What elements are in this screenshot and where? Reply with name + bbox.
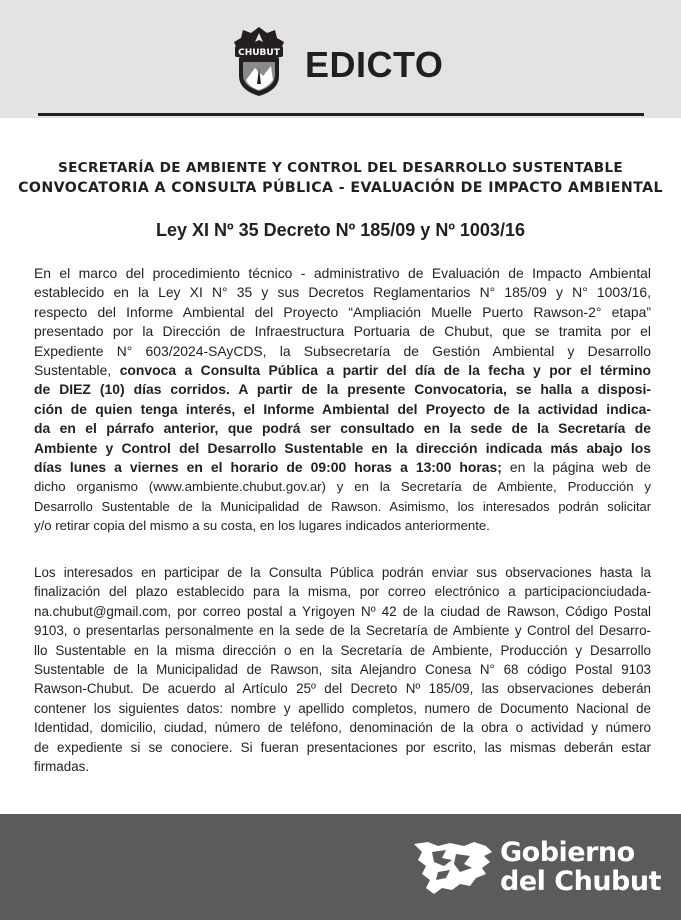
header-divider [38, 113, 644, 116]
text-line: y/o retirar copia del mismo a su costa, en los lugares indicados anteriormente. [34, 518, 490, 534]
paragraph-1 [34, 264, 651, 535]
text-line: dicho organismo (www.ambiente.chubut.gov.ar) y en la Secretaría de Ambiente, Producción y [34, 479, 651, 495]
text-line: Los interesados en participar de la Consulta Pública podrán enviar sus observaciones hasta la [34, 565, 651, 580]
text-line [34, 380, 651, 399]
secretaria-heading: SECRETARÍA DE AMBIENTE Y CONTROL DEL DESARROLLO SUSTENTABLE [58, 160, 623, 176]
text-line [34, 458, 651, 477]
text-line: finalización del plazo establecido para la misma, por correo electrónico a participacionciudada- [34, 584, 651, 600]
convocatoria-heading: CONVOCATORIA A CONSULTA PÚBLICA - EVALUACIÓN DE IMPACTO AMBIENTAL [18, 180, 663, 196]
text-line: Sustentable de la Municipalidad de Rawson, sita Alejandro Conesa N° 68 código Postal 9103 [34, 661, 651, 677]
text-line: Identidad, domicilio, ciudad, número de teléfono, denominación de la obra o actividad y número [34, 720, 651, 736]
bold-run: convoca a Consulta Pública a partir del día de la fecha y por el término [119, 361, 651, 378]
law-heading: Ley XI Nº 35 Decreto Nº 185/09 y Nº 1003/16 [156, 220, 525, 240]
text-line: llo Sustentable en la misma dirección o en la Secretaría de Ambiente, Producción y Desarrollo [34, 642, 651, 658]
text-line: presentado por la Dirección de Infraestructura Portuaria de Chubut, que se tramita por el [34, 323, 651, 340]
bold-run: da en el párrafo anterior, que podrá ser consultado en la sede de la Secretaría de [34, 420, 651, 437]
text-line: Rawson-Chubut. De acuerdo al Artículo 25º del Decreto Nº 185/09, las observaciones deberán [34, 681, 651, 697]
text-line: de expediente si se conociere. Si fueran presentaciones por escrito, las mismas deberán estar [34, 739, 651, 755]
logo-line-2: del Chubut [500, 866, 662, 897]
text-line: respecto del Informe Ambiental del Proyecto “Ampliación Muelle Puerto Rawson-2° etapa” [34, 303, 651, 320]
edicto-title: EDICTO [305, 44, 444, 85]
text-line: contener los siguientes datos: nombre y apellido completos, numero de Documento Nacional de [34, 700, 651, 716]
bold-run: ción de quien tenga interés, el Informe Ambiental del Proyecto de la actividad indica- [34, 400, 651, 417]
text-run: en la página web de [501, 458, 651, 475]
text-line [34, 361, 651, 380]
text-line [34, 400, 651, 419]
text-run: Sustentable, [34, 361, 120, 378]
text-line [34, 419, 651, 438]
bold-run: de DIEZ (10) días corridos. A partir de la presente Convocatoria, se halla a disposi- [34, 381, 651, 398]
crest-label: CHUBUT [238, 48, 280, 58]
bold-run: Ambiente y Control del Desarrollo Sustentable en la dirección indicada más abajo los [34, 439, 651, 456]
logo-line-1: Gobierno [500, 837, 635, 868]
chubut-province-map-icon [412, 838, 496, 900]
text-line: 9103, o presentarlas personalmente en la sede de la Secretaría de Ambiente y Control del Desarro- [34, 623, 651, 639]
text-line: firmadas. [34, 758, 90, 774]
chubut-crest-icon [231, 24, 287, 98]
text-line: Desarrollo Sustentable de la Municipalidad de Rawson. Asimismo, los interesados podrán solicitar [34, 498, 651, 514]
gobierno-del-chubut-logo [500, 838, 661, 896]
text-line: establecido en la Ley XI N° 35 y sus Decretos Reglamentarios N° 185/09 y N° 1003/16, [34, 284, 651, 301]
paragraph-2 [34, 563, 651, 776]
text-line: En el marco del procedimiento técnico - administrativo de Evaluación de Impacto Ambiental [34, 265, 651, 281]
text-line: na.chubut@gmail.com, por correo postal a Yrigoyen Nº 42 de la ciudad de Rawson, Código Postal [34, 603, 651, 619]
bold-run: días lunes a viernes en el horario de 09:00 horas a 13:00 horas; [34, 458, 502, 475]
text-line: Expediente N° 603/2024-SAyCDS, la Subsecretaría de Gestión Ambiental y Desarrollo [34, 342, 651, 359]
text-line [34, 439, 651, 458]
